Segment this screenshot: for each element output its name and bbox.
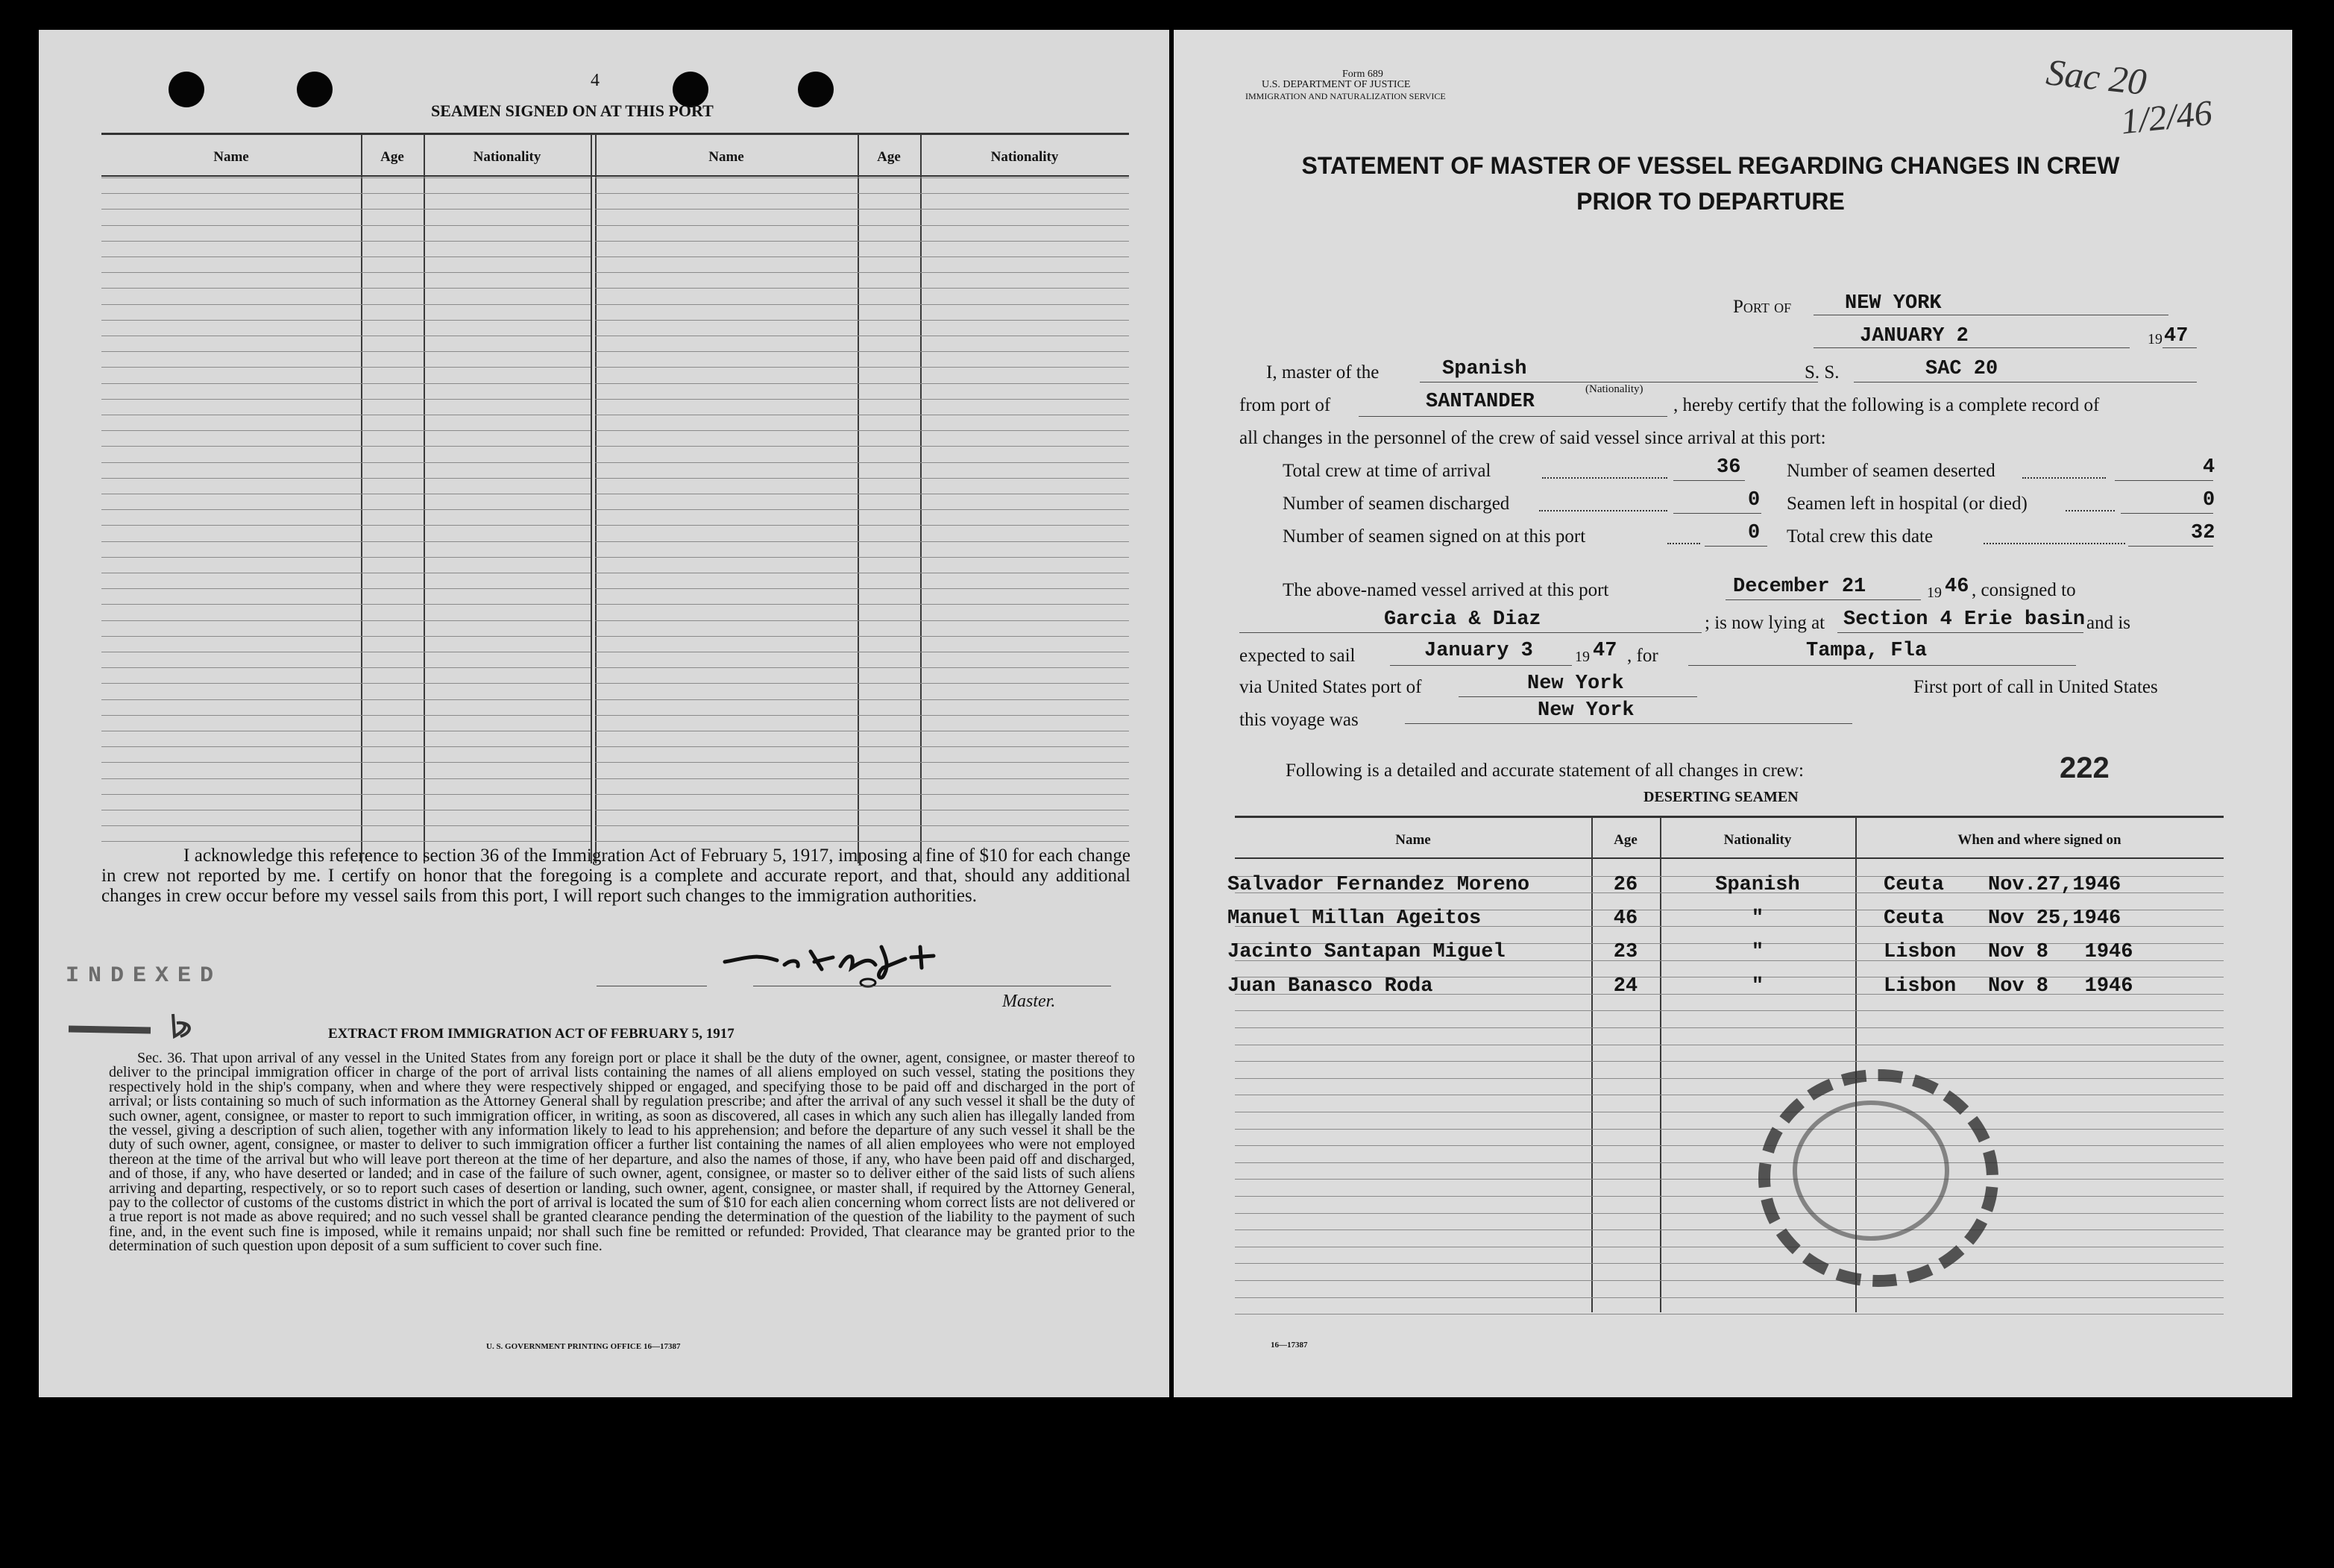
table-row-line — [101, 636, 591, 637]
table-row-line — [595, 604, 1129, 605]
table-row-line — [1235, 1078, 2224, 1079]
arrived-year-value: 46 — [1945, 576, 1969, 598]
expected-label: expected to sail — [1239, 646, 1356, 666]
table-row-line — [101, 794, 591, 795]
table-cell-date: Nov 8 1946 — [1988, 941, 2133, 963]
table-row-line — [101, 320, 591, 321]
year-value: 47 — [2164, 325, 2189, 347]
date-value: JANUARY 2 — [1860, 325, 1969, 347]
consigned-label: , consigned to — [1972, 580, 2076, 600]
master-label: Master. — [1002, 992, 1056, 1011]
table-row-line — [595, 841, 1129, 842]
and-is-label: and is — [2086, 613, 2131, 633]
table-row-line — [595, 177, 1129, 178]
from-port-value: SANTANDER — [1426, 391, 1535, 413]
table-column-divider — [595, 134, 597, 863]
service-name: IMMIGRATION AND NATURALIZATION SERVICE — [1245, 91, 1446, 101]
table-column-divider — [591, 134, 592, 863]
table-cell-age: 26 — [1613, 874, 1638, 896]
via-label: via United States port of — [1239, 677, 1422, 697]
printer-line: U. S. GOVERNMENT PRINTING OFFICE 16—17387 — [486, 1342, 681, 1351]
table-row-line — [1235, 1297, 2224, 1298]
table-cell-place: Ceuta — [1884, 874, 1945, 896]
master-signature — [710, 931, 1023, 990]
discharged-value: 0 — [1748, 489, 1761, 511]
table-row-line — [595, 478, 1129, 479]
fill-line — [1459, 696, 1697, 697]
port-label: Port of — [1733, 297, 1792, 317]
form-number: Form 689 — [1342, 69, 1383, 80]
total-crew-label: Total crew at time of arrival — [1283, 461, 1491, 481]
table-row-line — [101, 193, 591, 194]
table-row-line — [101, 351, 591, 352]
arrived-year-prefix: 19 — [1927, 585, 1942, 601]
table-row-line — [595, 462, 1129, 463]
column-header-name: Name — [708, 149, 744, 165]
table-cell-nationality: " — [1751, 975, 1764, 998]
form-title-line: PRIOR TO DEPARTURE — [1576, 188, 1845, 215]
certify-text: , hereby certify that the following is a complete record of — [1673, 395, 2100, 415]
via-value: New York — [1527, 673, 1624, 695]
column-header-nationality: Nationality — [473, 149, 541, 165]
table-row-line — [101, 462, 591, 463]
left-page — [39, 30, 1169, 1397]
all-changes-text: all changes in the personnel of the crew of said vessel since arrival at this port: — [1239, 428, 1826, 448]
table-row-line — [101, 446, 591, 447]
arrived-label: The above-named vessel arrived at this port — [1283, 580, 1609, 600]
table-row-line — [1235, 1229, 2224, 1230]
signed-on-label: Number of seamen signed on at this port — [1283, 526, 1586, 547]
hospital-label: Seamen left in hospital (or died) — [1787, 494, 2028, 514]
table-cell-date: Nov.27,1946 — [1988, 874, 2121, 896]
form-title-line: STATEMENT OF MASTER OF VESSEL REGARDING CHANGES IN CREW — [1301, 152, 2120, 179]
table-rule — [1235, 816, 2224, 818]
table-cell-nationality: " — [1751, 907, 1764, 930]
table-row-line — [1235, 1196, 2224, 1197]
table-cell-nationality: Spanish — [1715, 874, 1800, 896]
table-cell-age: 46 — [1613, 907, 1638, 930]
fill-line — [1390, 665, 1572, 666]
table-row-line — [595, 367, 1129, 368]
table-row-line — [595, 525, 1129, 526]
table-row-line — [101, 272, 591, 273]
fill-line — [1405, 723, 1852, 724]
table-row-line — [595, 778, 1129, 779]
total-crew-date-label: Total crew this date — [1787, 526, 1934, 547]
table-row-line — [101, 557, 591, 558]
table-row-line — [101, 778, 591, 779]
table-row-line — [101, 478, 591, 479]
table-rule — [101, 175, 1129, 177]
table-row-line — [1235, 1263, 2224, 1264]
handwritten-note: Sac 20 — [2044, 51, 2149, 103]
table-row-line — [101, 367, 591, 368]
table-row-line — [101, 177, 591, 178]
table-cell-age: 24 — [1613, 975, 1638, 998]
table-row-line — [101, 399, 591, 400]
table-column-divider — [361, 134, 362, 863]
table-column-divider — [920, 134, 922, 863]
fill-line — [2115, 480, 2213, 481]
table-row-line — [595, 288, 1129, 289]
column-header-name: Name — [1395, 832, 1431, 848]
sail-year-value: 47 — [1593, 640, 1617, 662]
from-port-label: from port of — [1239, 395, 1331, 415]
table-row-line — [595, 446, 1129, 447]
department-name: U.S. DEPARTMENT OF JUSTICE — [1262, 79, 1411, 90]
nationality-caption: (Nationality) — [1585, 383, 1643, 395]
table-row-line — [595, 746, 1129, 747]
lying-label: ; is now lying at — [1705, 613, 1825, 633]
table-row-line — [101, 509, 591, 510]
indexed-initials — [61, 999, 210, 1051]
table-row-line — [101, 430, 591, 431]
table-row-line — [101, 209, 591, 210]
table-row-line — [101, 620, 591, 621]
table-row-line — [101, 525, 591, 526]
table-row-line — [595, 241, 1129, 242]
right-page — [1174, 30, 2292, 1397]
table-cell-name: Salvador Fernandez Moreno — [1227, 874, 1530, 896]
table-row-line — [595, 399, 1129, 400]
handwritten-date: 1/2/46 — [2118, 92, 2215, 142]
lying-value: Section 4 Erie basin — [1843, 608, 2086, 631]
extract-title: EXTRACT FROM IMMIGRATION ACT OF FEBRUARY 5, 1917 — [328, 1026, 735, 1042]
signed-on-title: SEAMEN SIGNED ON AT THIS PORT — [431, 101, 714, 120]
handwritten-number: 222 — [2060, 752, 2110, 784]
table-row-line — [595, 541, 1129, 542]
first-port-value: New York — [1538, 699, 1635, 722]
dot-leader — [1984, 543, 2125, 544]
table-row-line — [101, 825, 591, 826]
fill-line — [1673, 480, 1745, 481]
table-row-line — [101, 541, 591, 542]
table-row-line — [595, 272, 1129, 273]
table-cell-name: Juan Banasco Roda — [1227, 975, 1433, 998]
table-row-line — [101, 383, 591, 384]
dot-leader — [1542, 477, 1667, 479]
deserting-title: DESERTING SEAMEN — [1643, 789, 1799, 805]
fill-line — [1814, 347, 2130, 348]
table-row-line — [101, 667, 591, 668]
nationality-value: Spanish — [1442, 358, 1527, 380]
table-row-line — [1235, 1280, 2224, 1281]
sail-value: January 3 — [1424, 640, 1533, 662]
table-row-line — [1235, 1162, 2224, 1163]
table-row-line — [595, 762, 1129, 763]
table-row-line — [595, 620, 1129, 621]
table-row-line — [595, 383, 1129, 384]
deserted-label: Number of seamen deserted — [1787, 461, 1995, 481]
destination-value: Tampa, Fla — [1806, 640, 1928, 662]
table-row-line — [1235, 1027, 2224, 1028]
table-row-line — [101, 588, 591, 589]
table-column-divider — [424, 134, 425, 863]
table-row-line — [595, 715, 1129, 716]
table-row-line — [1235, 1061, 2224, 1062]
table-cell-place: Lisbon — [1884, 941, 1957, 963]
indexed-stamp: INDEXED — [66, 963, 223, 989]
column-header-age: Age — [877, 149, 901, 165]
fill-line — [1359, 416, 1667, 417]
column-header-age: Age — [380, 149, 404, 165]
fill-line — [2128, 546, 2213, 547]
table-row-line — [595, 557, 1129, 558]
year-prefix: 19 — [2148, 331, 2162, 347]
for-label: , for — [1627, 646, 1658, 666]
table-cell-nationality: " — [1751, 941, 1764, 963]
table-row-line — [595, 351, 1129, 352]
fill-line — [1688, 665, 2076, 666]
total-crew-value: 36 — [1717, 456, 1741, 479]
dot-leader — [1667, 543, 1700, 544]
column-header-nationality: Nationality — [990, 149, 1059, 165]
table-cell-place: Lisbon — [1884, 975, 1957, 998]
fill-line — [1705, 546, 1767, 547]
table-row-line — [1235, 1010, 2224, 1011]
acknowledgement-text: I acknowledge this reference to section 36 of the Immigration Act of February 5, 1917, imposing a fine of $10 for each change in crew not reported by me. I certify on honor that the foregoing is a complete and accurate report, and that, should any additional changes in crew occur before my vessel sails from this port, I will report such changes to the immigration authorities. — [101, 846, 1130, 906]
table-row-line — [1235, 1179, 2224, 1180]
table-row-line — [595, 667, 1129, 668]
master-of-label: I, master of the — [1266, 362, 1380, 382]
table-row-line — [595, 225, 1129, 226]
fill-line — [2162, 347, 2197, 348]
official-stamp-inner — [1793, 1101, 1949, 1241]
port-value: NEW YORK — [1845, 292, 1942, 315]
this-voyage-label: this voyage was — [1239, 710, 1359, 730]
table-cell-date: Nov 8 1946 — [1988, 975, 2133, 998]
table-row-line — [595, 636, 1129, 637]
table-row-line — [101, 288, 591, 289]
ss-label: S. S. — [1805, 362, 1840, 382]
table-row-line — [595, 304, 1129, 305]
punch-hole — [169, 72, 204, 107]
following-text: Following is a detailed and accurate statement of all changes in crew: — [1286, 761, 1804, 781]
fill-line — [1726, 599, 1921, 600]
table-row-line — [595, 699, 1129, 700]
table-row-line — [595, 794, 1129, 795]
table-row-line — [595, 825, 1129, 826]
table-cell-place: Ceuta — [1884, 907, 1945, 930]
dot-leader — [2022, 477, 2106, 479]
column-header-name: Name — [213, 149, 249, 165]
column-header-nationality: Nationality — [1723, 832, 1792, 848]
table-row-line — [101, 241, 591, 242]
table-row-line — [101, 225, 591, 226]
extract-text: Sec. 36. That upon arrival of any vessel in the United States from any foreign port or place it shall be the duty of the owner, agent, consignee, or master thereof to deliver to the principal immigration officer in charge of the port of arrival lists containing the names of all aliens employed on such vessel, stating the positions they respectively hold in the ship's company, when and where they were respectively shipped or engaged, and specifying those to be paid off and discharged in the port of arrival; or lists containing so much of such information as the Attorney General shall by regulation prescribe; and after the arrival of any such vessel it shall be the duty of such owner, agent, consignee, or master to report to such immigration officer, in writing, as soon as discovered, all cases in which any such alien has illegally landed from the vessel, giving a description of such alien, together with any information likely to lead to his apprehension; and before the departure of any such vessel it shall be the duty of such owner, agent, consignee, or master to deliver to such immigration officer a further list containing the names of all alien employees who were not employed thereon at the time of the arrival but who will leave port thereon at the time of her departure, and also the names of those, if any, who have been paid off and discharged, and of those, if any, who have deserted or landed; and in case of the failure of such owner, agent, consignee, or master so to deliver either of the said lists of such aliens arriving and departing, respectively, or so to report such cases of desertion or landing, such owner, agent, consignee, or master shall, if required by the Attorney General, pay to the collector of customs of the customs district in which the port of arrival is located the sum of $10 for each alien concerning whom correct lists are not delivered or a true report is not made as above required; and no such vessel shall be granted clearance pending the determination of the question of the liability to the payment of such fine, and, in the event such fine is imposed, while it remains unpaid; nor shall such fine be remitted or refunded: Provided, That clearance may be granted prior to the determination of such question upon deposit of a sum sufficient to cover such fine. — [109, 1050, 1135, 1255]
table-rule — [101, 133, 1129, 135]
table-cell-name: Jacinto Santapan Miguel — [1227, 941, 1506, 963]
table-row-line — [1235, 1129, 2224, 1130]
hospital-value: 0 — [2203, 489, 2215, 511]
table-rule — [1235, 857, 2224, 859]
fill-line — [2121, 513, 2213, 514]
column-header-when-where: When and where signed on — [1957, 832, 2121, 848]
table-row-line — [101, 304, 591, 305]
first-port-label: First port of call in United States — [1913, 677, 2158, 697]
table-row-line — [595, 430, 1129, 431]
sail-year-prefix: 19 — [1575, 649, 1590, 665]
form-title — [1218, 148, 2203, 219]
table-cell-date: Nov 25,1946 — [1988, 907, 2121, 930]
table-row-line — [101, 699, 591, 700]
table-row-line — [101, 256, 591, 257]
table-row-line — [595, 509, 1129, 510]
table-row-line — [1235, 1213, 2224, 1214]
table-row-line — [101, 604, 591, 605]
punch-hole — [798, 72, 834, 107]
column-header-age: Age — [1614, 832, 1638, 848]
table-row-line — [595, 193, 1129, 194]
table-cell-age: 23 — [1613, 941, 1638, 963]
punch-hole — [297, 72, 333, 107]
dot-leader — [1539, 510, 1667, 511]
ship-value: SAC 20 — [1925, 358, 1998, 380]
page-number: 4 — [591, 71, 600, 90]
table-row-line — [101, 841, 591, 842]
total-crew-date-value: 32 — [2191, 522, 2215, 544]
table-row-line — [595, 320, 1129, 321]
fill-line — [1837, 632, 2083, 633]
fill-line — [1673, 513, 1761, 514]
table-row-line — [595, 256, 1129, 257]
table-row-line — [101, 715, 591, 716]
printer-line: 16—17387 — [1271, 1341, 1308, 1350]
consignee-value: Garcia & Diaz — [1384, 608, 1541, 631]
table-row-line — [595, 683, 1129, 684]
table-row-line — [1235, 1145, 2224, 1146]
fill-line — [1239, 632, 1702, 633]
table-column-divider — [858, 134, 859, 863]
dot-leader — [2066, 510, 2115, 511]
signed-on-value: 0 — [1748, 522, 1761, 544]
deserted-value: 4 — [2203, 456, 2215, 479]
table-row-line — [101, 683, 591, 684]
table-row-line — [101, 762, 591, 763]
arrived-value: December 21 — [1733, 576, 1866, 598]
table-row-line — [595, 209, 1129, 210]
table-row-line — [595, 588, 1129, 589]
table-row-line — [101, 746, 591, 747]
discharged-label: Number of seamen discharged — [1283, 494, 1510, 514]
table-cell-name: Manuel Millan Ageitos — [1227, 907, 1482, 930]
